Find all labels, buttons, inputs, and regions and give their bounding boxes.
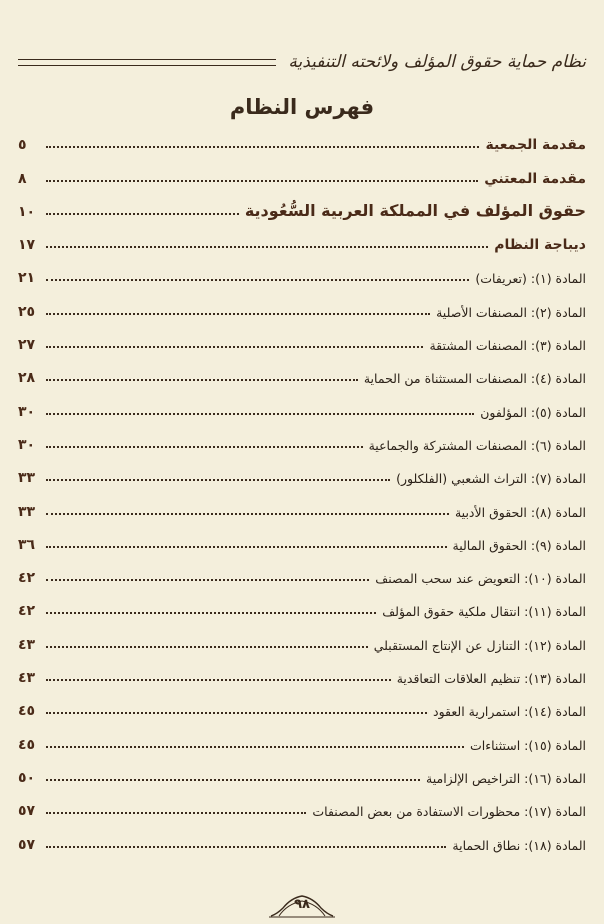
toc-entry-page: ٤٢ bbox=[18, 603, 36, 620]
toc-dot-leader bbox=[46, 746, 464, 748]
toc-entry-page: ٢٥ bbox=[18, 303, 36, 320]
toc-dot-leader bbox=[46, 279, 469, 281]
toc-entry-label: المادة (١): (تعريفات) bbox=[475, 271, 586, 287]
toc-entry-label: المادة (١١): انتقال ملكية حقوق المؤلف bbox=[382, 604, 586, 620]
toc-entry bbox=[18, 155, 586, 188]
toc-entry-page: ٤٥ bbox=[18, 703, 36, 720]
toc-entry bbox=[18, 488, 586, 521]
toc-entry-label: المادة (٩): الحقوق المالية bbox=[452, 537, 586, 553]
toc-dot-leader bbox=[46, 346, 423, 348]
toc-entry bbox=[18, 322, 586, 355]
toc-entry-page: ١٧ bbox=[18, 237, 36, 254]
toc-entry bbox=[18, 455, 586, 488]
toc-dot-leader bbox=[46, 379, 358, 381]
header-double-rule bbox=[18, 59, 276, 66]
toc-entry bbox=[18, 189, 586, 222]
toc-entry bbox=[18, 122, 586, 155]
toc-entry-label: المادة (٢): المصنفات الأصلية bbox=[436, 304, 586, 320]
toc-entry-label: المادة (١٠): التعويض عند سحب المصنف bbox=[375, 571, 586, 587]
toc-entry-page: ٢٧ bbox=[18, 337, 36, 354]
table-of-contents bbox=[18, 122, 586, 855]
toc-entry-page: ٤٣ bbox=[18, 636, 36, 653]
toc-dot-leader bbox=[46, 213, 239, 215]
toc-entry-label: المادة (٣): المصنفات المشتقة bbox=[429, 338, 586, 354]
toc-entry-page: ٤٣ bbox=[18, 670, 36, 687]
toc-entry bbox=[18, 755, 586, 788]
toc-entry-label: حقوق المؤلف في المملكة العربية السُّعُودية bbox=[244, 200, 586, 220]
running-header-title: نظام حماية حقوق المؤلف ولائحته التنفيذية bbox=[288, 52, 586, 72]
toc-entry-page: ٥٠ bbox=[18, 769, 36, 786]
toc-dot-leader bbox=[46, 479, 390, 481]
toc-entry-page: ١٠ bbox=[18, 203, 36, 220]
toc-dot-leader bbox=[46, 446, 363, 448]
toc-entry bbox=[18, 355, 586, 388]
toc-entry bbox=[18, 588, 586, 621]
toc-dot-leader bbox=[46, 513, 449, 515]
toc-entry bbox=[18, 821, 586, 854]
toc-entry-label: ديباجة النظام bbox=[494, 237, 586, 254]
toc-dot-leader bbox=[46, 779, 420, 781]
toc-entry-label: المادة (١٦): التراخيص الإلزامية bbox=[426, 770, 586, 786]
toc-entry-label: المادة (٥): المؤلفون bbox=[480, 404, 586, 420]
page-number: ٩٨ bbox=[294, 897, 310, 912]
toc-entry bbox=[18, 788, 586, 821]
toc-entry bbox=[18, 222, 586, 255]
toc-dot-leader bbox=[46, 146, 479, 148]
toc-dot-leader bbox=[46, 612, 376, 614]
toc-entry-label: مقدمة الجمعية bbox=[485, 137, 586, 154]
toc-dot-leader bbox=[46, 712, 427, 714]
toc-dot-leader bbox=[46, 646, 368, 648]
toc-entry bbox=[18, 621, 586, 654]
toc-entry bbox=[18, 721, 586, 754]
toc-entry-label: المادة (٨): الحقوق الأدبية bbox=[454, 504, 586, 520]
toc-dot-leader bbox=[46, 579, 369, 581]
toc-entry-page: ٣٣ bbox=[18, 470, 36, 487]
page-title: فهرس النظام bbox=[229, 95, 375, 119]
toc-entry-label: المادة (١٣): تنظيم العلاقات التعاقدية bbox=[396, 671, 586, 687]
toc-entry bbox=[18, 255, 586, 288]
toc-entry-label: المادة (١٥): استثناءات bbox=[470, 737, 586, 753]
toc-entry-page: ٤٥ bbox=[18, 736, 36, 753]
toc-entry bbox=[18, 555, 586, 588]
page-footer bbox=[0, 892, 604, 918]
toc-entry bbox=[18, 688, 586, 721]
toc-entry-label: المادة (١٢): التنازل عن الإنتاج المستقبلي bbox=[373, 637, 586, 653]
toc-dot-leader bbox=[46, 546, 447, 548]
toc-entry-label: المادة (١٧): محظورات الاستفادة من بعض المصنفات bbox=[312, 804, 586, 820]
toc-entry-label: المادة (٦): المصنفات المشتركة والجماعية bbox=[368, 437, 586, 453]
toc-entry bbox=[18, 388, 586, 421]
toc-entry-label: مقدمة المعتني bbox=[484, 170, 586, 187]
toc-entry-page: ٢٨ bbox=[18, 370, 36, 387]
toc-entry-label: المادة (٧): التراث الشعبي (الفلكلور) bbox=[396, 471, 586, 487]
toc-entry-label: المادة (١٨): نطاق الحماية bbox=[452, 837, 586, 853]
toc-dot-leader bbox=[46, 313, 430, 315]
toc-entry-page: ٥ bbox=[18, 137, 27, 154]
toc-entry-page: ٥٧ bbox=[18, 803, 36, 820]
running-header bbox=[18, 44, 586, 80]
toc-dot-leader bbox=[46, 846, 446, 848]
toc-entry-label: المادة (٤): المصنفات المستثناة من الحماية bbox=[363, 371, 586, 387]
toc-entry-page: ٥٧ bbox=[18, 836, 36, 853]
toc-entry bbox=[18, 655, 586, 688]
toc-entry-page: ٣٣ bbox=[18, 503, 36, 520]
toc-dot-leader bbox=[46, 812, 306, 814]
toc-entry-page: ٣٠ bbox=[18, 403, 36, 420]
toc-entry-page: ٢١ bbox=[18, 270, 36, 287]
toc-dot-leader bbox=[46, 180, 478, 182]
toc-entry bbox=[18, 522, 586, 555]
toc-entry-page: ٨ bbox=[18, 170, 27, 187]
toc-dot-leader bbox=[46, 413, 474, 415]
toc-entry-page: ٤٢ bbox=[18, 570, 36, 587]
toc-entry-page: ٣٦ bbox=[18, 536, 36, 553]
toc-entry bbox=[18, 422, 586, 455]
toc-dot-leader bbox=[46, 679, 391, 681]
toc-entry bbox=[18, 288, 586, 321]
toc-entry-page: ٣٠ bbox=[18, 436, 36, 453]
toc-dot-leader bbox=[46, 246, 488, 248]
toc-entry-label: المادة (١٤): استمرارية العقود bbox=[433, 704, 586, 720]
